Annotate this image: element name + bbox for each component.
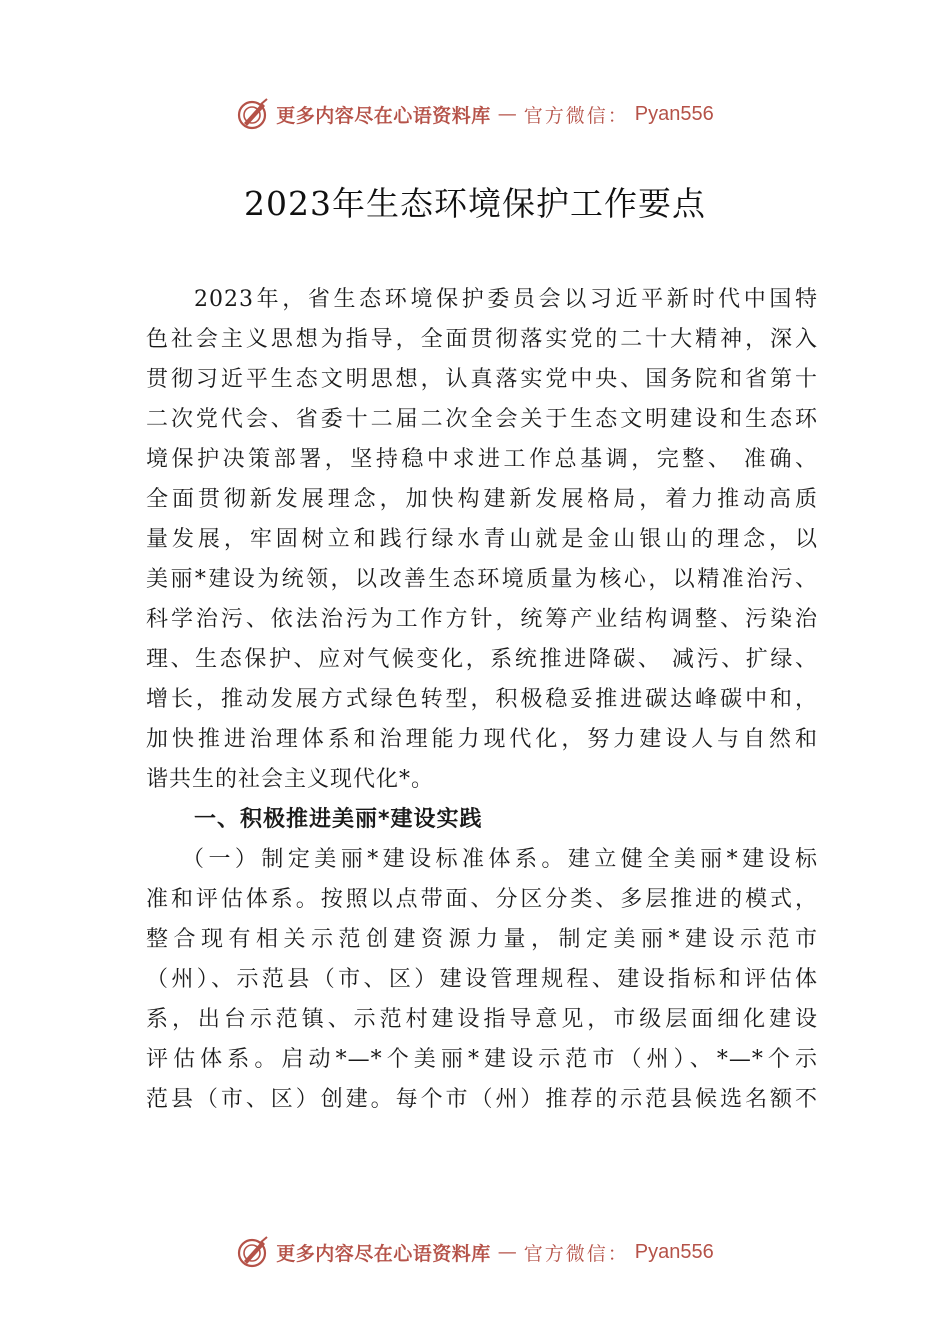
paragraph-line: 范县（市、区）创建。每个市（州）推荐的示范县候选名额不 — [146, 1087, 818, 1112]
paragraph-line: 科学治污、依法治污为工作方针，统筹产业结构调整、污染治 — [146, 607, 818, 632]
document-title: 2023年生态环境保护工作要点 — [244, 184, 706, 223]
banner-wechat-id: Pyan556 — [634, 1240, 714, 1263]
footer-banner — [0, 1232, 950, 1272]
banner-main-text: 更多内容尽在心语资料库 — [276, 104, 491, 127]
header-banner — [0, 94, 950, 134]
banner-dash: — — [497, 103, 517, 125]
banner-label: 官方微信： — [523, 104, 629, 127]
banner-wechat-id: Pyan556 — [634, 102, 714, 125]
paragraph-line: 系，出台示范镇、示范村建设指导意见，市级层面细化建设 — [146, 1007, 818, 1032]
paragraph-line: 二次党代会、省委十二届二次全会关于生态文明建设和生态环 — [146, 407, 818, 432]
document-body — [146, 280, 818, 1120]
paragraph-line: 全面贯彻新发展理念，加快构建新发展格局，着力推动高质 — [146, 487, 818, 512]
paragraph-line: （一）制定美丽*建设标准体系。建立健全美丽*建设标 — [182, 847, 818, 872]
section-heading: 一、积极推进美丽*建设实践 — [194, 807, 483, 832]
paragraph-line: 准和评估体系。按照以点带面、分区分类、多层推进的模式， — [146, 887, 818, 912]
paragraph-line: 量发展，牢固树立和践行绿水青山就是金山银山的理念，以 — [146, 527, 818, 552]
paragraph-line: 贯彻习近平生态文明思想，认真落实党中央、国务院和省第十 — [146, 367, 818, 392]
banner-main-text: 更多内容尽在心语资料库 — [276, 1242, 491, 1265]
paragraph-line: 评估体系。启动*—*个美丽*建设示范市（州）、*—*个示 — [146, 1047, 818, 1072]
paragraph-line: 理、生态保护、应对气候变化，系统推进降碳、 减污、扩绿、 — [146, 647, 818, 672]
paragraph-line: 加快推进治理体系和治理能力现代化，努力建设人与自然和 — [146, 727, 818, 752]
paragraph-line: 境保护决策部署，坚持稳中求进工作总基调，完整、 准确、 — [146, 447, 818, 472]
banner-label: 官方微信： — [523, 1242, 629, 1265]
paragraph-line: 色社会主义思想为指导，全面贯彻落实党的二十大精神，深入 — [146, 327, 818, 352]
paragraph-line: 美丽*建设为统领，以改善生态环境质量为核心，以精准治污、 — [146, 567, 818, 592]
paragraph-line: 谐共生的社会主义现代化*。 — [146, 767, 435, 792]
brand-logo-icon — [236, 97, 270, 131]
paragraph-line: 整合现有相关示范创建资源力量，制定美丽*建设示范市 — [146, 927, 818, 952]
paragraph-line: （州）、示范县（市、区）建设管理规程、建设指标和评估体 — [146, 967, 818, 992]
brand-logo-icon — [236, 1235, 270, 1269]
paragraph-line: 2023年，省生态环境保护委员会以习近平新时代中国特 — [194, 287, 818, 312]
banner-dash: — — [497, 1241, 517, 1263]
paragraph-line: 增长，推动发展方式绿色转型，积极稳妥推进碳达峰碳中和， — [146, 687, 818, 712]
